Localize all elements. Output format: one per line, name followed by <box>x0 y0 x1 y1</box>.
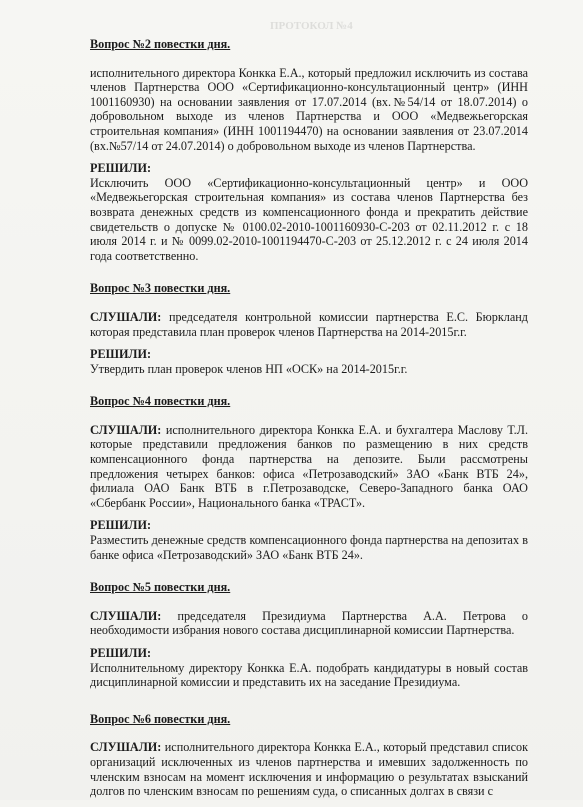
listen-label-q3: СЛУШАЛИ: <box>90 309 162 324</box>
decided-text-q3: Утвердить план проверок членов НП «ОСК» на 2014-2015г.г. <box>90 361 408 376</box>
ghost-bleed-through <box>150 18 450 34</box>
decided-label-q2: РЕШИЛИ: <box>90 161 152 176</box>
document-body <box>90 37 528 807</box>
listen-text-q5: председателя Президиума Партнерства А.А. Петрова о необходимости избрания нового состава дисциплинарной комиссии Партнерства. <box>90 608 528 638</box>
decided-label-q5: РЕШИЛИ: <box>90 646 152 660</box>
listen-text-q2: исполнительного директора Конкка Е.А., который предложил исключить из состава членов Партнерства ООО «Сертификационно-консультационный центр» (ИНН 1001160930) на основании заявления от 17.07.2014 (вх.№54/14 от 18.07.2014) о добровольном выходе из членов Партнерства и ООО «Медвежьегорская строительная компания» (ИНН 1001194470) на основании заявления от 23.07.2014 (вх.№57/14 от 24.07.2014) о добровольном выходе из членов Партнерства. <box>90 65 528 153</box>
listen-label-q6: СЛУШАЛИ: <box>90 740 162 755</box>
section-heading-q4: Вопрос №4 повестки дня. <box>90 394 231 409</box>
decided-text-q2: Исключить ООО «Сертификационно-консультационный центр» и ООО «Медвежьегорская строительная компания» из состава членов Партнерства без возврата денежных средств из компенсационного фонда и прекратить действие свидетельств о допуске № 0100.02-2010-1001160930-С-203 от 02.11.2012 г. с 18 июля 2014 г. и № 0099.02-2010-1001194470-С-203 от 25.12.2012 г. с 24 июля 2014 года соответственно. <box>90 175 528 263</box>
decided-text-q4: Разместить денежные средств компенсационного фонда партнерства на депозитах в банке офиса «Петрозаводский» ЗАО «Банк ВТБ 24». <box>90 533 528 562</box>
decided-label-q4: РЕШИЛИ: <box>90 518 152 533</box>
section-heading-q2: Вопрос №2 повестки дня. <box>90 37 231 51</box>
section-q4 <box>90 423 528 562</box>
decided-label-q3: РЕШИЛИ: <box>90 347 152 362</box>
section-q5 <box>90 609 528 690</box>
listen-text-q6: исполнительного директора Конкка Е.А., который представил список организаций исключенных из членов партнерства и имевших задолженность по членским взносам на момент исключения и информацию о результатах взысканий долгов по членским взносам по решениям суда, о списанных долгах в связи с <box>90 740 528 799</box>
section-q2 <box>90 66 528 264</box>
decided-text-q5: Исполнительному директору Конкка Е.А. подобрать кандидатуры в новый состав дисциплинарной комиссии и представить их на заседание Президиума. <box>90 660 528 690</box>
section-heading-q5: Вопрос №5 повестки дня. <box>90 580 231 595</box>
listen-label-q4: СЛУШАЛИ: <box>90 422 162 437</box>
listen-text-q4: исполнительного директора Конкка Е.А. и бухгалтера Маслову Т.Л. которые представили предложения банков по размещению в них средств компенсационного фонда партнерства на депозите. Были рассмотрены предложения четырех банков: офиса «Петрозаводский» ЗАО «Банк ВТБ 24», филиала ОАО Банк ВТБ в г.Петрозаводске, Северо-Западного банка ОАО «Сбербанк России», Национального банка «ТРАСТ». <box>90 422 528 510</box>
ghost-heading: ПРОТОКОЛ №4 <box>270 20 353 32</box>
section-q6 <box>90 740 528 798</box>
section-heading-q3: Вопрос №3 повестки дня. <box>90 281 231 296</box>
listen-label-q5: СЛУШАЛИ: <box>90 608 162 623</box>
section-q3 <box>90 310 528 376</box>
listen-text-q3: председателя контрольной комиссии партнерства Е.С. Бюркланд которая представила план проверок членов Партнерства на 2014-2015г.г. <box>90 309 528 339</box>
section-heading-q6: Вопрос №6 повестки дня. <box>90 711 231 726</box>
